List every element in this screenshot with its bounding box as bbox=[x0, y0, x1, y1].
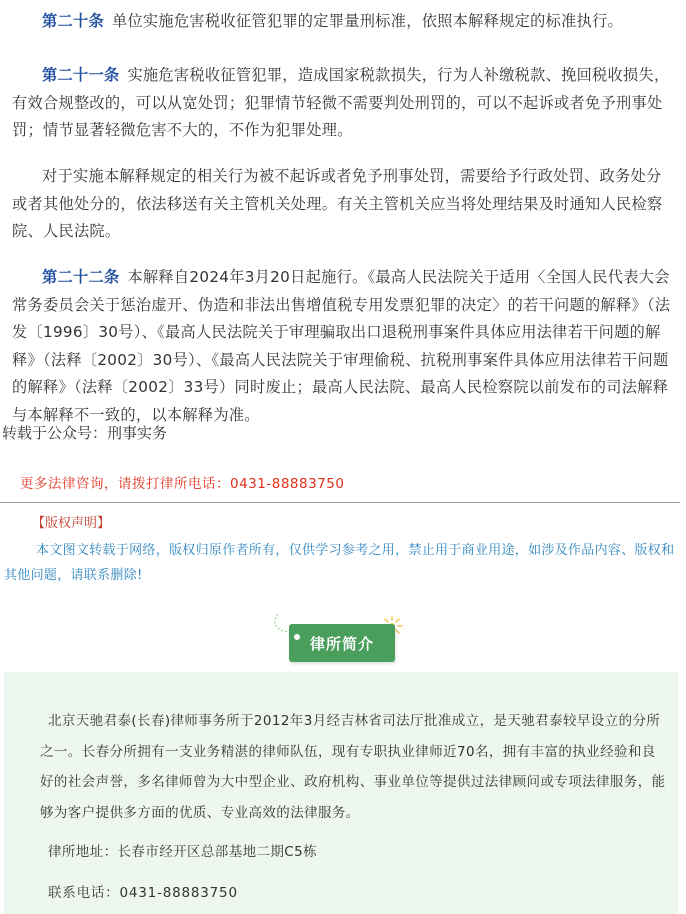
firm-phone: 联系电话：0431-88883750 bbox=[48, 885, 238, 901]
divider bbox=[0, 502, 680, 503]
article-21-paragraph-2 bbox=[12, 163, 672, 246]
article-text: 本解释自2024年3月20日起施行。《最高人民法院关于适用〈全国人民代表大会常务委员会关于惩治虚开、伪造和非法出售增值税专用发票犯罪的决定〉的若干问题的解释》（法发〔1996〕30号）、《最高人民法院关于审理骗取出口退税刑事案件具体应用法律若干问题的解释》（法释〔2002〕30号）、《最高人民法院关于审理偷税、抗税刑事案件具体应用法律若干问题的解释》（法释〔2002〕33号）同时废止；最高人民法院、最高人民检察院以前发布的司法解释与本解释不一致的，以本解释为准。 bbox=[12, 268, 671, 424]
article-number: 第二十条 bbox=[42, 12, 104, 30]
consult-phone-notice: 更多法律咨询，请拨打律所电话：0431-88883750 bbox=[20, 476, 345, 492]
article-number: 第二十一条 bbox=[42, 66, 120, 84]
article-number: 第二十二条 bbox=[42, 268, 120, 286]
article-21 bbox=[12, 62, 672, 145]
article-text: 实施危害税收征管犯罪，造成国家税款损失，行为人补缴税款、挽回税收损失，有效合规整改的，可以从宽处罚；犯罪情节轻微不需要判处刑罚的，可以不起诉或者免予刑事处罚；情节显著轻微危害不大的，不作为犯罪处理。 bbox=[12, 66, 670, 139]
article-text: 对于实施本解释规定的相关行为被不起诉或者免予刑事处罚，需要给予行政处罚、政务处分或者其他处分的，依法移送有关主管机关处理。有关主管机关应当将处理结果及时通知人民检察院、人民法院。 bbox=[12, 167, 663, 240]
copyright-statement bbox=[4, 538, 676, 588]
copyright-text: 本文图文转载于网络，版权归原作者所有，仅供学习参考之用，禁止用于商业用途，如涉及作品内容、版权和其他问题，请联系删除! bbox=[4, 543, 675, 583]
article-20 bbox=[12, 8, 672, 36]
repost-source: 转载于公众号：刑事实务 bbox=[2, 424, 168, 442]
article-text: 单位实施危害税收征管犯罪的定罪量刑标准，依照本解释规定的标准执行。 bbox=[111, 12, 624, 30]
intro-description bbox=[40, 706, 668, 828]
article-22 bbox=[12, 264, 672, 429]
intro-badge-wrap bbox=[270, 610, 420, 670]
firm-address: 律所地址：长春市经开区总部基地二期C5栋 bbox=[48, 844, 318, 860]
intro-badge: 律所简介 bbox=[289, 624, 395, 662]
intro-text: 北京天驰君泰(长春)律师事务所于2012年3月经吉林省司法厅批准成立，是天驰君泰较早设立的分所之一。长春分所拥有一支业务精湛的律师队伍，现有专职执业律师近70名，拥有丰富的执业经验和良好的社会声誉，多名律师曾为大中型企业、政府机构、事业单位等提供过法律顾问或专项法律服务，能够为客户提供多方面的优质、专业高效的法律服务。 bbox=[40, 713, 666, 821]
copyright-title: 【版权声明】 bbox=[32, 516, 111, 531]
